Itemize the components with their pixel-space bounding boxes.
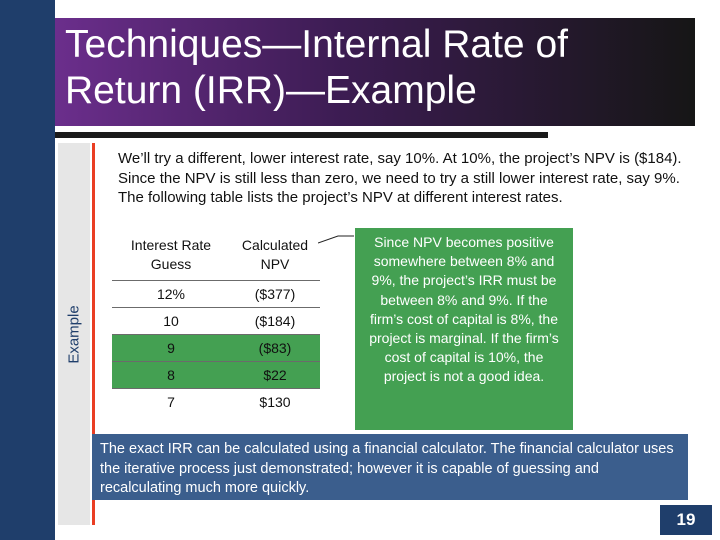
callout-box bbox=[355, 228, 573, 430]
title-underline bbox=[55, 132, 548, 138]
npv-cell: $130 bbox=[230, 389, 320, 416]
callout-connector-line bbox=[318, 234, 354, 244]
bottom-note-box bbox=[92, 434, 688, 500]
callout-text: Since NPV becomes positive somewhere between 8% and 9%, the project’s IRR must be between 8% and 9%. If the firm’s cost of capital is 8%, the project is marginal. If the firm’s cost of capital is 10%, the project is not a good idea. bbox=[369, 234, 559, 385]
table-row bbox=[112, 389, 320, 416]
side-label bbox=[58, 143, 90, 525]
table-header-row bbox=[112, 230, 320, 281]
npv-table bbox=[112, 230, 320, 415]
table-row bbox=[112, 335, 320, 362]
intro-paragraph: We’ll try a different, lower interest rate, say 10%. At 10%, the project’s NPV is ($184). Since the NPV is still less than zero, we need to try a still lower interest rate, say 9%. The following table lists the project’s NPV at different interest rates. bbox=[118, 150, 682, 206]
rate-cell: 9 bbox=[112, 335, 230, 362]
side-label-text: Example bbox=[65, 304, 83, 364]
header-npv: Calculated NPV bbox=[241, 237, 309, 272]
npv-cell: ($377) bbox=[230, 281, 320, 308]
rate-cell: 10 bbox=[112, 308, 230, 335]
slide-title: Techniques—Internal Rate of Return (IRR)—Example bbox=[65, 23, 568, 112]
rate-cell: 8 bbox=[112, 362, 230, 389]
left-accent-bar bbox=[0, 0, 55, 540]
table-row bbox=[112, 308, 320, 335]
npv-cell: ($83) bbox=[230, 335, 320, 362]
header-rate: Interest Rate Guess bbox=[130, 237, 212, 272]
page-number: 19 bbox=[660, 505, 712, 535]
rate-cell: 12% bbox=[112, 281, 230, 308]
table-row bbox=[112, 362, 320, 389]
npv-cell: $22 bbox=[230, 362, 320, 389]
rate-cell: 7 bbox=[112, 389, 230, 416]
title-banner bbox=[55, 18, 695, 126]
bottom-note-text: The exact IRR can be calculated using a financial calculator. The financial calculator uses the iterative process just demonstrated; however it is capable of guessing and recalculating much more quickly. bbox=[100, 441, 674, 496]
table-row bbox=[112, 281, 320, 308]
npv-cell: ($184) bbox=[230, 308, 320, 335]
